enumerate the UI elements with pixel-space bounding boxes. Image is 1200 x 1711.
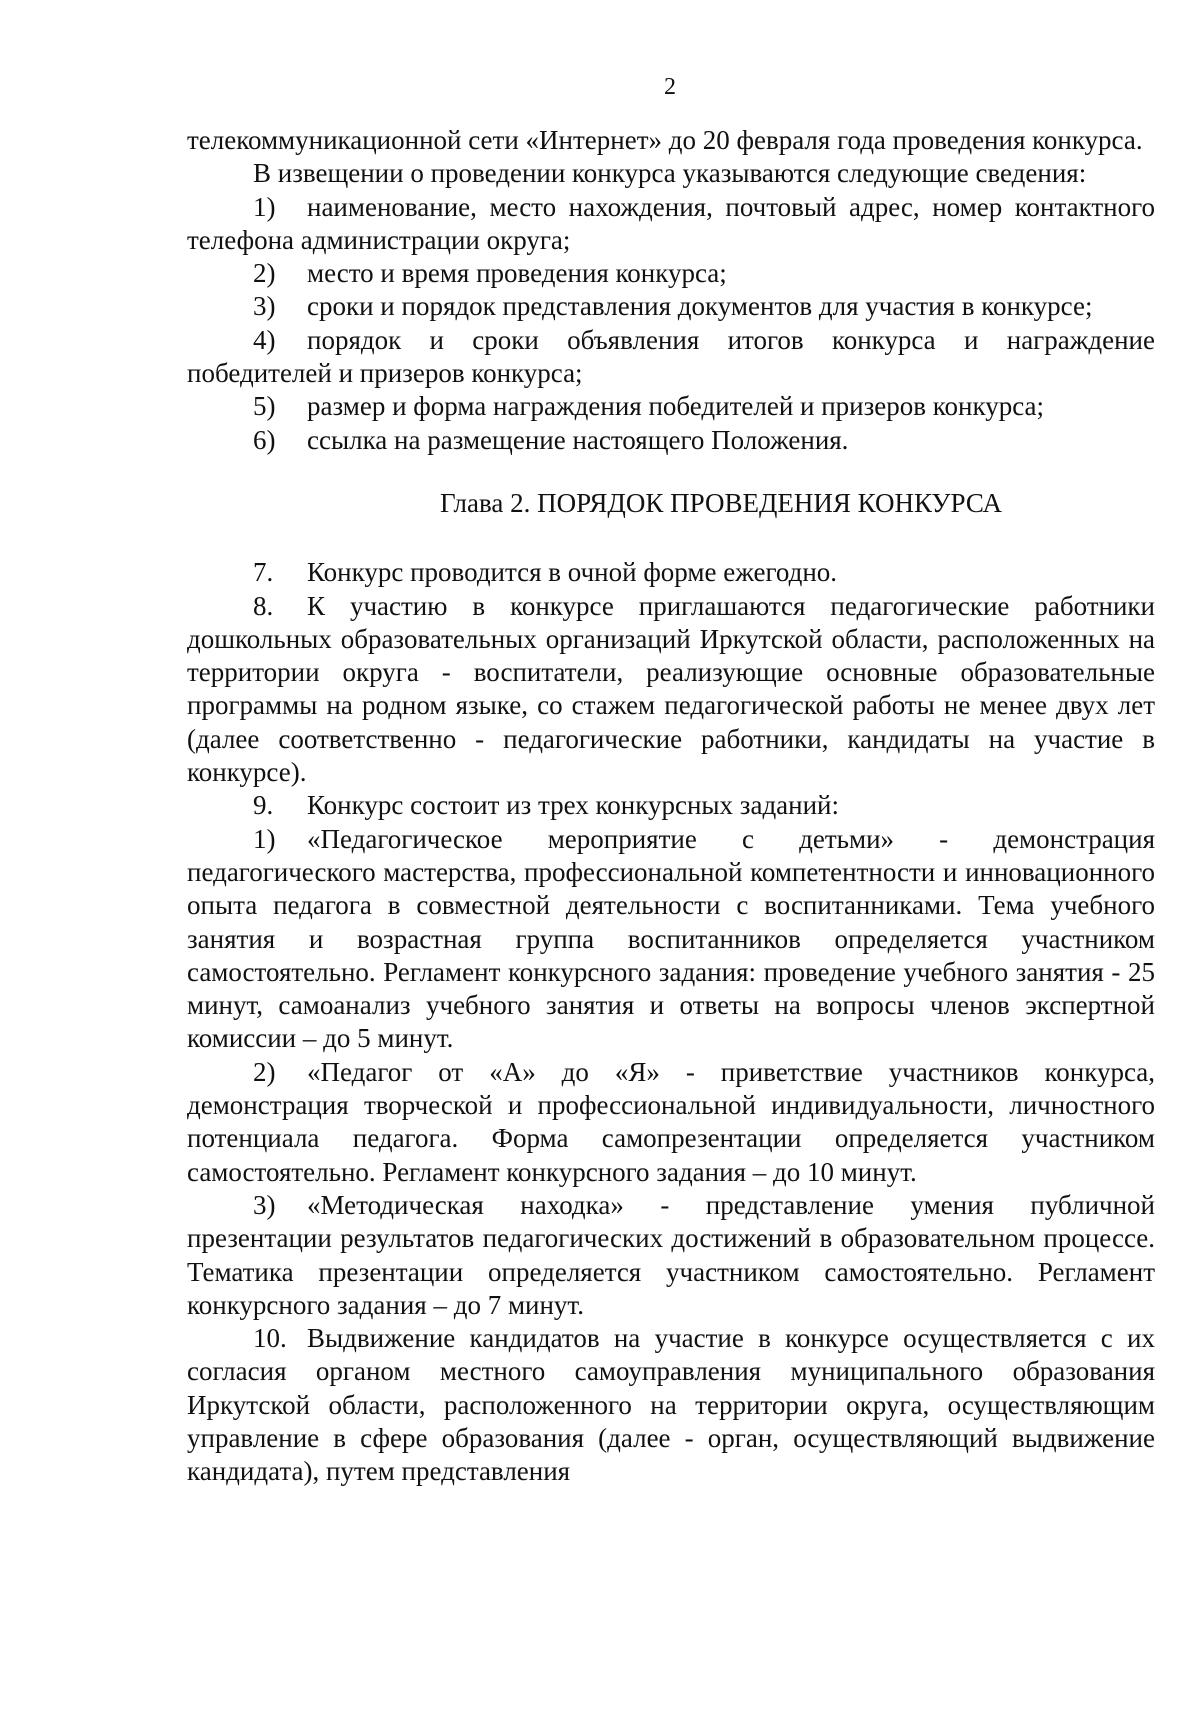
paragraph-10 (187, 1322, 1155, 1488)
list-number: 2) (253, 1056, 276, 1087)
paragraph-text: Выдвижение кандидатов на участие в конкурсе осуществляется с их согласия органом местного самоуправления муниципального образования Иркутской области, расположенного на территории округа, осуществляющим управление в сфере образования (далее - орган, осуществляющий выдвижение кандидата), путем представления (187, 1323, 1155, 1487)
list-item-text: ссылка на размещение настоящего Положения. (307, 424, 849, 455)
paragraph-number: 10. (253, 1323, 287, 1354)
paragraph-continued: телекоммуникационной сети «Интернет» до 20 февраля года проведения конкурса. (187, 125, 1143, 155)
paragraph-number: 9. (253, 790, 274, 821)
paragraph-number: 7. (253, 557, 274, 588)
list-number: 3) (253, 1189, 276, 1220)
task-item-1 (187, 823, 1155, 1056)
list-number: 2) (253, 258, 276, 289)
list-item-text: наименование, место нахождения, почтовый адрес, номер контактного телефона администрации округа; (187, 191, 1155, 255)
page-number: 2 (664, 74, 676, 100)
list-number: 1) (253, 823, 276, 854)
chapter-heading: Глава 2. ПОРЯДОК ПРОВЕДЕНИЯ КОНКУРСА (439, 487, 1003, 518)
task-item-3 (187, 1189, 1155, 1322)
task-item-2 (187, 1056, 1155, 1189)
paragraph-9 (187, 789, 1155, 822)
list-item-5 (187, 390, 1155, 423)
paragraph-text: К участию в конкурсе приглашаются педагогические работники дошкольных образовательных организаций Иркутской области, расположенных на территории округа - воспитатели, реализующие основные образовательные программы на родном языке, со стажем педагогической работы не менее двух лет (далее соответственно - педагогические работники, кандидаты на участие в конкурсе). (187, 590, 1155, 788)
list-item-text: размер и форма награждения победителей и призеров конкурса; (307, 391, 1045, 422)
list-number: 5) (253, 391, 276, 422)
list-number: 1) (253, 191, 276, 222)
list-item-text: порядок и сроки объявления итогов конкурса и награждение победителей и призеров конкурса; (187, 324, 1155, 389)
paragraph-7 (187, 556, 1155, 589)
list-item-2 (187, 257, 1155, 290)
paragraph-notice-info: В извещении о проведении конкурса указываются следующие сведения: (253, 158, 1087, 189)
list-number: 6) (253, 424, 276, 455)
document-body (187, 124, 1155, 1489)
paragraph-8 (187, 590, 1155, 790)
task-text: «Методическая находка» - представление умения публичной презентации результатов педагогических достижений в образовательном процессе. Тематика презентации определяется участником самостоятельно. Регламент конкурсного задания – до 7 минут. (187, 1189, 1155, 1320)
list-item-4 (187, 324, 1155, 391)
paragraph-text: Конкурс состоит из трех конкурсных заданий: (307, 790, 840, 821)
list-item-text: место и время проведения конкурса; (307, 258, 727, 289)
list-item-3 (187, 290, 1155, 323)
list-number: 3) (253, 291, 276, 322)
list-number: 4) (253, 324, 276, 355)
list-item-text: сроки и порядок представления документов для участия в конкурсе; (307, 291, 1093, 322)
task-text: «Педагогическое мероприятие с детьми» - демонстрация педагогического мастерства, профессиональной компетентности и инновационного опыта педагога в совместной деятельности с воспитанниками. Тема учебного занятия и возрастная группа воспитанников определяется участником самостоятельно. Регламент конкурсного задания: проведение учебного занятия - 25 минут, самоанализ учебного занятия и ответы на вопросы членов экспертной комиссии – до 5 минут. (187, 823, 1155, 1054)
list-item-6 (187, 424, 1155, 457)
paragraph-text: Конкурс проводится в очной форме ежегодно. (307, 557, 838, 588)
task-text: «Педагог от «А» до «Я» - приветствие участников конкурса, демонстрация творческой и профессиональной индивидуальности, личностного потенциала педагога. Форма самопрезентации определяется участником самостоятельно. Регламент конкурсного задания – до 10 минут. (187, 1056, 1155, 1187)
paragraph-number: 8. (253, 590, 274, 621)
list-item-1 (187, 191, 1155, 258)
